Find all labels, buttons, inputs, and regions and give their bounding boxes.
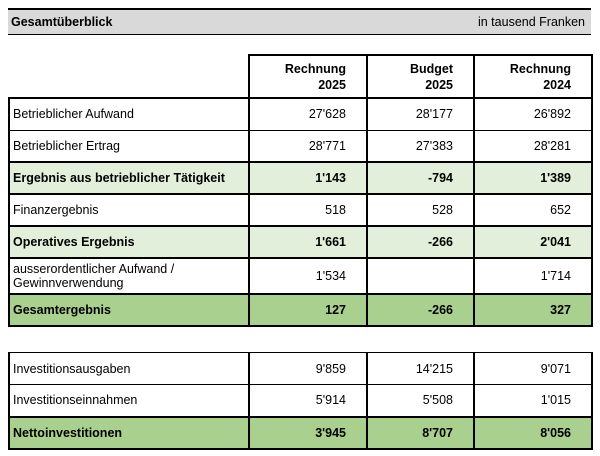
cell-rechnung-2025: 5'914 <box>249 385 367 417</box>
cell-budget-2025: 8'707 <box>367 417 474 449</box>
cell-rechnung-2024: 1'389 <box>474 162 592 194</box>
cell-rechnung-2024: 26'892 <box>474 98 592 130</box>
cell-rechnung-2024: 28'281 <box>474 130 592 162</box>
cell-budget-2025: 14'215 <box>367 353 474 385</box>
cell-budget-2025 <box>367 258 474 294</box>
table-row-betrieblicher-ertrag <box>9 130 592 162</box>
cell-rechnung-2024: 1'714 <box>474 258 592 294</box>
cell-rechnung-2024: 9'071 <box>474 353 592 385</box>
row-label: Betrieblicher Aufwand <box>9 98 249 130</box>
table-row-gesamtergebnis <box>9 294 592 326</box>
cell-budget-2025: -794 <box>367 162 474 194</box>
cell-rechnung-2025: 28'771 <box>249 130 367 162</box>
cell-rechnung-2024: 8'056 <box>474 417 592 449</box>
column-header-row <box>9 55 592 98</box>
column-header-line1: Budget <box>409 61 453 76</box>
cell-rechnung-2024: 652 <box>474 194 592 226</box>
column-header-rechnung-2024 <box>474 55 592 98</box>
row-label: Nettoinvestitionen <box>9 417 249 449</box>
cell-rechnung-2025: 27'628 <box>249 98 367 130</box>
unit-note: in tausend Franken <box>477 15 585 29</box>
cell-rechnung-2025: 1'534 <box>249 258 367 294</box>
table-row-nettoinvestitionen <box>9 417 592 449</box>
cell-rechnung-2025: 1'661 <box>249 226 367 258</box>
column-header-line2: 2025 <box>425 77 453 92</box>
table-row-betrieblicher-aufwand <box>9 98 592 130</box>
cell-budget-2025: 27'383 <box>367 130 474 162</box>
column-header-line2: 2024 <box>543 77 571 92</box>
cell-rechnung-2024: 1'015 <box>474 385 592 417</box>
row-label: Finanzergebnis <box>9 194 249 226</box>
title-bar <box>8 8 591 35</box>
row-label: Operatives Ergebnis <box>9 226 249 258</box>
row-label: Ergebnis aus betrieblicher Tätigkeit <box>9 162 249 194</box>
cell-rechnung-2025: 127 <box>249 294 367 326</box>
table-row-ausserordentlicher-aufwand <box>9 258 592 294</box>
cell-budget-2025: -266 <box>367 294 474 326</box>
row-label: Investitionseinnahmen <box>9 385 249 417</box>
column-header-budget-2025 <box>367 55 474 98</box>
column-header-rechnung-2025 <box>249 55 367 98</box>
column-header-line1: Rechnung <box>284 61 346 76</box>
table-row-investitionsausgaben <box>9 353 592 385</box>
cell-rechnung-2025: 3'945 <box>249 417 367 449</box>
row-label: Gesamtergebnis <box>9 294 249 326</box>
table-row-investitionseinnahmen <box>9 385 592 417</box>
cell-budget-2025: -266 <box>367 226 474 258</box>
table-row-finanzergebnis <box>9 194 592 226</box>
cell-rechnung-2025: 1'143 <box>249 162 367 194</box>
cell-budget-2025: 28'177 <box>367 98 474 130</box>
page-title: Gesamtüberblick <box>11 15 113 29</box>
header-spacer <box>9 55 249 98</box>
cell-budget-2025: 528 <box>367 194 474 226</box>
table-row-operatives-ergebnis <box>9 226 592 258</box>
overview-table <box>8 54 593 327</box>
investment-table <box>8 352 593 450</box>
row-label: Betrieblicher Ertrag <box>9 130 249 162</box>
row-label: ausserordentlicher Aufwand / Gewinnverwendung <box>9 258 249 294</box>
cell-rechnung-2025: 518 <box>249 194 367 226</box>
row-label: Investitionsausgaben <box>9 353 249 385</box>
column-header-line1: Rechnung <box>509 61 571 76</box>
cell-rechnung-2025: 9'859 <box>249 353 367 385</box>
cell-rechnung-2024: 2'041 <box>474 226 592 258</box>
column-header-line2: 2025 <box>318 77 346 92</box>
cell-rechnung-2024: 327 <box>474 294 592 326</box>
cell-budget-2025: 5'508 <box>367 385 474 417</box>
table-row-ergebnis-betrieblich <box>9 162 592 194</box>
